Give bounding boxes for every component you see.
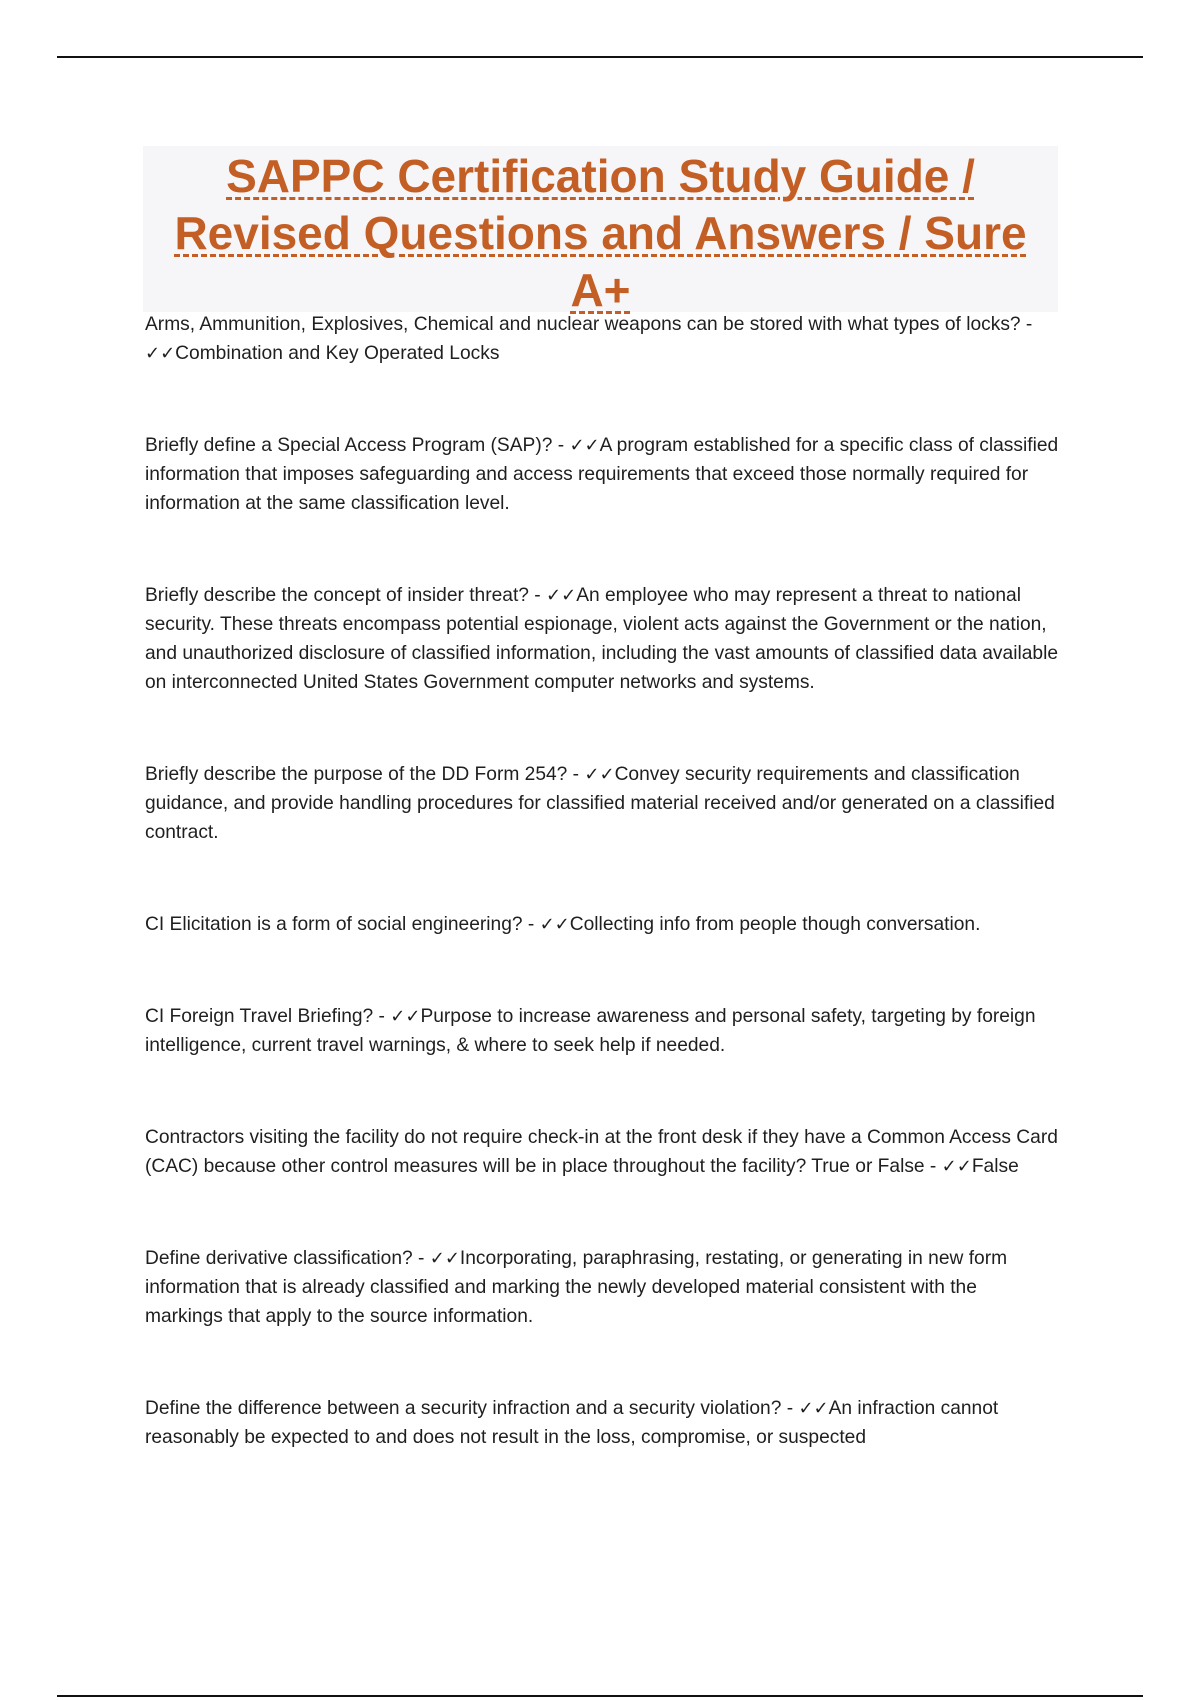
checkmark-icon: ✓✓ [798,1398,829,1419]
question-text: CI Foreign Travel Briefing? - [145,1006,391,1027]
question-text: Briefly define a Special Access Program (SAP)? - [145,435,570,456]
title-line-3: A+ [570,264,631,316]
title-banner [143,146,1058,316]
checkmark-icon: ✓✓ [584,764,615,785]
checkmark-icon: ✓✓ [546,585,577,606]
qa-item [145,310,1060,368]
title-line-2: Revised Questions and Answers / Sure [174,207,1027,259]
qa-item [145,1394,1060,1452]
question-text: Arms, Ammunition, Explosives, Chemical and nuclear weapons can be stored with what types of locks? - [145,314,1033,335]
title-line-1: SAPPC Certification Study Guide / [226,150,975,202]
question-text: Briefly describe the concept of insider threat? - [145,585,547,606]
answer-text: Convey security requirements and classification guidance, and provide handling procedures for classified material received and/or generated on a classified contract. [145,764,1055,843]
answer-text: Purpose to increase awareness and personal safety, targeting by foreign intelligence, current travel warnings, & where to seek help if needed. [145,1006,1036,1056]
qa-item [145,581,1060,697]
question-text: Contractors visiting the facility do not require check-in at the front desk if they have a Common Access Card (CAC) because other control measures will be in place throughout the facility? True or False - [145,1127,1058,1177]
answer-text: False [971,1156,1019,1177]
answer-text: Collecting info from people though conversation. [569,914,981,935]
qa-item [145,431,1060,518]
qa-item [145,1123,1060,1181]
qa-item [145,1244,1060,1331]
checkmark-icon: ✓✓ [145,343,176,364]
checkmark-icon: ✓✓ [569,435,600,456]
question-text: Define derivative classification? - [145,1248,430,1269]
qa-item [145,1002,1060,1060]
answer-text: An infraction cannot reasonably be expected to and does not result in the loss, compromise, or suspected [145,1398,999,1448]
qa-item [145,760,1060,847]
footer-rule [57,1695,1143,1697]
checkmark-icon: ✓✓ [941,1156,972,1177]
question-text: Define the difference between a security infraction and a security violation? - [145,1398,799,1419]
question-text: Briefly describe the purpose of the DD Form 254? - [145,764,585,785]
page-title [143,146,1058,319]
checkmark-icon: ✓✓ [390,1006,421,1027]
checkmark-icon: ✓✓ [429,1248,460,1269]
answer-text: A program established for a specific class of classified information that imposes safeguarding and access requirements that exceed those normally required for information at the same classification level. [145,435,1059,514]
qa-item [145,910,1060,939]
qa-list [145,310,1060,1452]
header-rule [57,56,1143,58]
answer-text: An employee who may represent a threat to national security. These threats encompass potential espionage, violent acts against the Government or the nation, and unauthorized disclosure of classified information, including the vast amounts of classified data available on interconnected United States Government computer networks and systems. [145,585,1058,693]
checkmark-icon: ✓✓ [539,914,570,935]
answer-text: Combination and Key Operated Locks [175,343,500,364]
answer-text: Incorporating, paraphrasing, restating, or generating in new form information that is already classified and marking the newly developed material consistent with the markings that apply to the source information. [145,1248,1008,1327]
question-text: CI Elicitation is a form of social engineering? - [145,914,540,935]
